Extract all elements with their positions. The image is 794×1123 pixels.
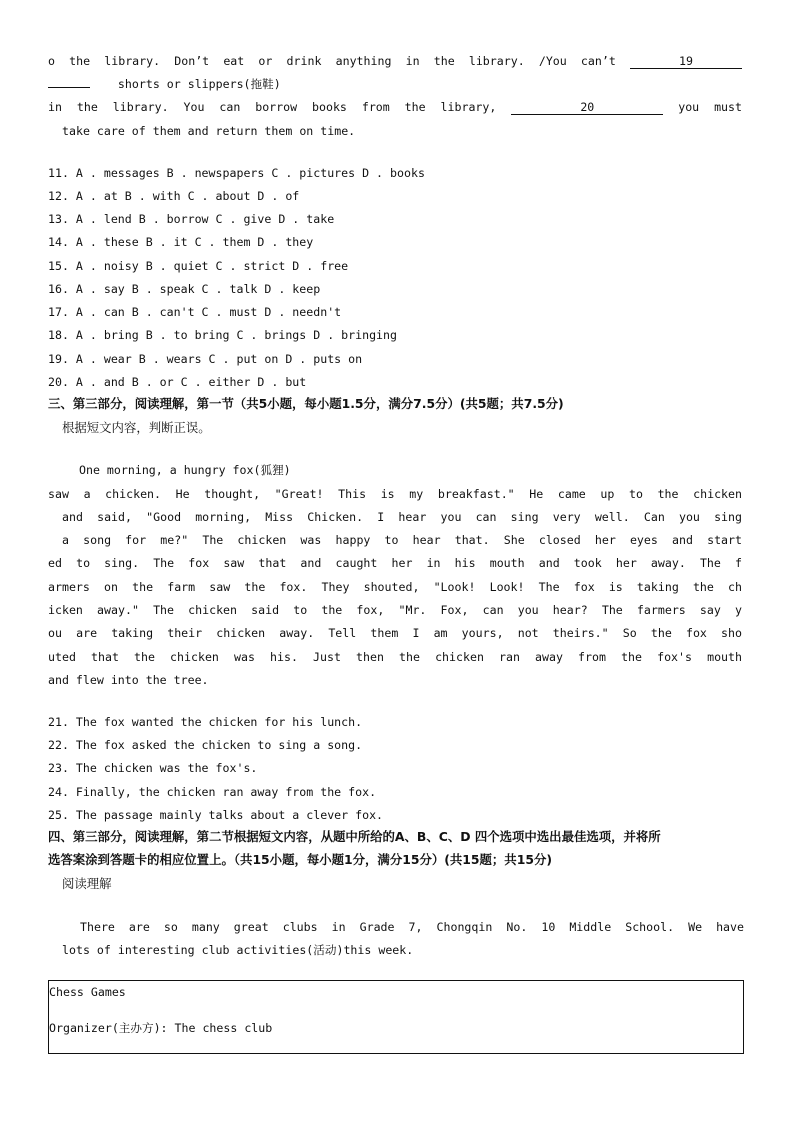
cloze-text: in the library. You can borrow books from the library, — [48, 100, 497, 114]
section-4-instruction: 阅读理解 — [62, 876, 112, 891]
passage-line-5: ed to sing. The fox saw that and caught her in his mouth and took her away. The f — [48, 556, 742, 570]
blank-19-continued — [48, 87, 90, 88]
cloze-line-1 — [48, 53, 742, 69]
passage-line-4: a song for me?" The chicken was happy to hear that. She closed her eyes and start — [62, 533, 742, 547]
passage-line-10: and flew into the tree. — [48, 673, 209, 687]
option-row-14: 14. A . these B . it C . them D . they — [48, 235, 314, 249]
option-row-13: 13. A . lend B . borrow C . give D . take — [48, 212, 335, 226]
blank-20: 20 — [511, 100, 663, 115]
cloze-line-2 — [48, 76, 742, 92]
statement-23: 23. The chicken was the fox's. — [48, 761, 258, 775]
option-row-17: 17. A . can B . can't C . must D . needn't — [48, 305, 342, 319]
passage-line-7: icken away." The chicken said to the fox, "Mr. Fox, can you hear? The farmers say y — [48, 603, 742, 617]
passage-line-6: armers on the farm saw the fox. They shouted, "Look! Look! The fox is taking the ch — [48, 580, 742, 594]
passage-line-8: ou are taking their chicken away. Tell them I am yours, not theirs." So the fox sho — [48, 626, 742, 640]
option-row-12: 12. A . at B . with C . about D . of — [48, 189, 300, 203]
statement-24: 24. Finally, the chicken ran away from the fox. — [48, 785, 377, 799]
cloze-line-4: take care of them and return them on time. — [62, 124, 356, 138]
section-3-instruction: 根据短文内容，判断正误。 — [62, 420, 211, 435]
passage-line-9: uted that the chicken was his. Just then the chicken ran away from the fox's mouth — [48, 650, 742, 664]
option-row-16: 16. A . say B . speak C . talk D . keep — [48, 282, 321, 296]
statement-22: 22. The fox asked the chicken to sing a song. — [48, 738, 363, 752]
passage-line-1: One morning, a hungry fox(狐狸) — [79, 463, 291, 477]
statement-21: 21. The fox wanted the chicken for his lunch. — [48, 715, 363, 729]
statement-25: 25. The passage mainly talks about a clever fox. — [48, 808, 384, 822]
box-title: Chess Games — [49, 985, 126, 999]
section-4-heading-line-1: 四、第三部分，阅读理解，第二节根据短文内容，从题中所给的A、B、C、D 四个选项中选出最佳选项，并将所 — [48, 829, 661, 844]
passage-line-2: saw a chicken. He thought, "Great! This is my breakfast." He came up to the chicken — [48, 487, 742, 501]
cloze-text: o the library. Don’t eat or drink anything in the library. /You can’t — [48, 54, 616, 68]
cloze-text: shorts or slippers(拖鞋) — [117, 77, 281, 91]
section-3-heading: 三、第三部分，阅读理解，第一节（共5小题，每小题1.5分，满分7.5分）(共5题；共7.5分) — [48, 396, 564, 411]
option-row-11: 11. A . messages B . newspapers C . pictures D . books — [48, 166, 425, 180]
box-organizer: Organizer(主办方): The chess club — [49, 1021, 273, 1035]
section-4-heading-line-2: 选答案涂到答题卡的相应位置上。（共15小题，每小题1分，满分15分）(共15题；共15分) — [48, 852, 552, 867]
option-row-18: 18. A . bring B . to bring C . brings D . bringing — [48, 328, 398, 342]
passage-line-3: and said, "Good morning, Miss Chicken. I hear you can sing very well. Can you sing — [62, 510, 742, 524]
option-row-15: 15. A . noisy B . quiet C . strict D . free — [48, 259, 349, 273]
option-row-19: 19. A . wear B . wears C . put on D . puts on — [48, 352, 363, 366]
cloze-text: you must — [678, 100, 742, 114]
cloze-line-3 — [48, 99, 742, 115]
club-activity-box — [48, 980, 744, 1054]
intro-line-1: There are so many great clubs in Grade 7, Chongqin No. 10 Middle School. We have — [80, 920, 744, 934]
option-row-20: 20. A . and B . or C . either D . but — [48, 375, 307, 389]
blank-19: 19 — [630, 54, 742, 69]
intro-line-2: lots of interesting club activities(活动)this week. — [62, 943, 414, 957]
